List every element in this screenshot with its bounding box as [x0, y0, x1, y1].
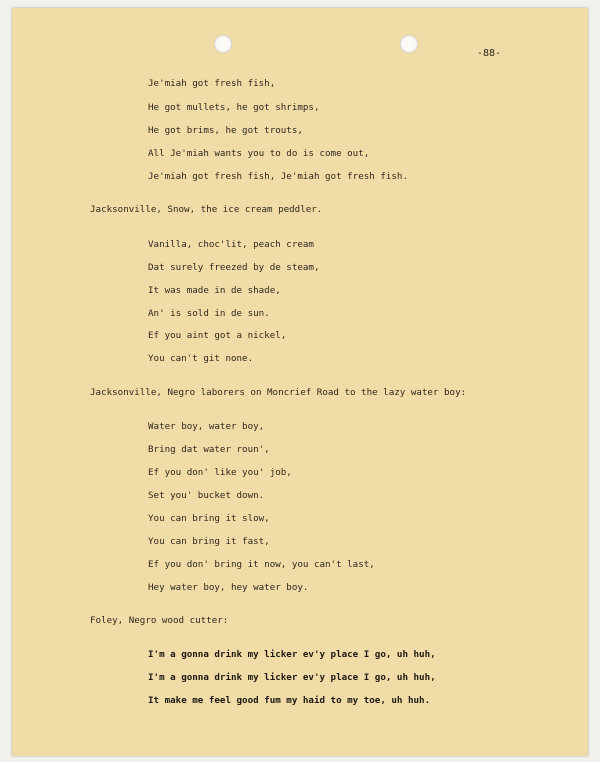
- verse-line: All Je'miah wants you to do is come out,: [148, 148, 370, 159]
- verse-line: I'm a gonna drink my licker ev'y place I go, uh huh,: [148, 672, 436, 683]
- verse-line: Ef you don' like you' job,: [148, 467, 292, 478]
- verse-line: I'm a gonna drink my licker ev'y place I go, uh huh,: [148, 649, 436, 660]
- section-heading: Jacksonville, Snow, the ice cream peddler.: [90, 204, 323, 215]
- verse-line: Set you' bucket down.: [148, 490, 265, 501]
- verse-line: An' is sold in de sun.: [148, 308, 270, 319]
- verse-line: Ef you don' bring it now, you can't last,: [148, 559, 375, 570]
- verse-line: It make me feel good fum my haid to my toe, uh huh.: [148, 695, 431, 706]
- verse-line: Ef you aint got a nickel,: [148, 330, 287, 341]
- section-heading: Foley, Negro wood cutter:: [90, 615, 229, 626]
- verse-line: Je'miah got fresh fish, Je'miah got fresh fish.: [148, 171, 408, 182]
- verse-line: He got brims, he got trouts,: [148, 125, 303, 136]
- verse-line: Vanilla, choc'lit, peach cream: [148, 239, 314, 250]
- verse-line: Bring dat water roun',: [148, 444, 270, 455]
- typed-page: [12, 8, 588, 756]
- verse-line: He got mullets, he got shrimps,: [148, 102, 320, 113]
- section-heading: Jacksonville, Negro laborers on Moncrief Road to the lazy water boy:: [90, 387, 467, 398]
- verse-line: You can bring it fast,: [148, 536, 270, 547]
- punch-hole: [214, 35, 232, 53]
- punch-hole: [400, 35, 418, 53]
- verse-line: It was made in de shade,: [148, 285, 281, 296]
- verse-line: Water boy, water boy,: [148, 421, 265, 432]
- verse-line: You can bring it slow,: [148, 513, 270, 524]
- verse-line: Dat surely freezed by de steam,: [148, 262, 320, 273]
- verse-line: Hey water boy, hey water boy.: [148, 582, 309, 593]
- verse-line: Je'miah got fresh fish,: [148, 78, 276, 89]
- verse-line: You can't git none.: [148, 353, 254, 364]
- page-number: -88-: [477, 48, 502, 59]
